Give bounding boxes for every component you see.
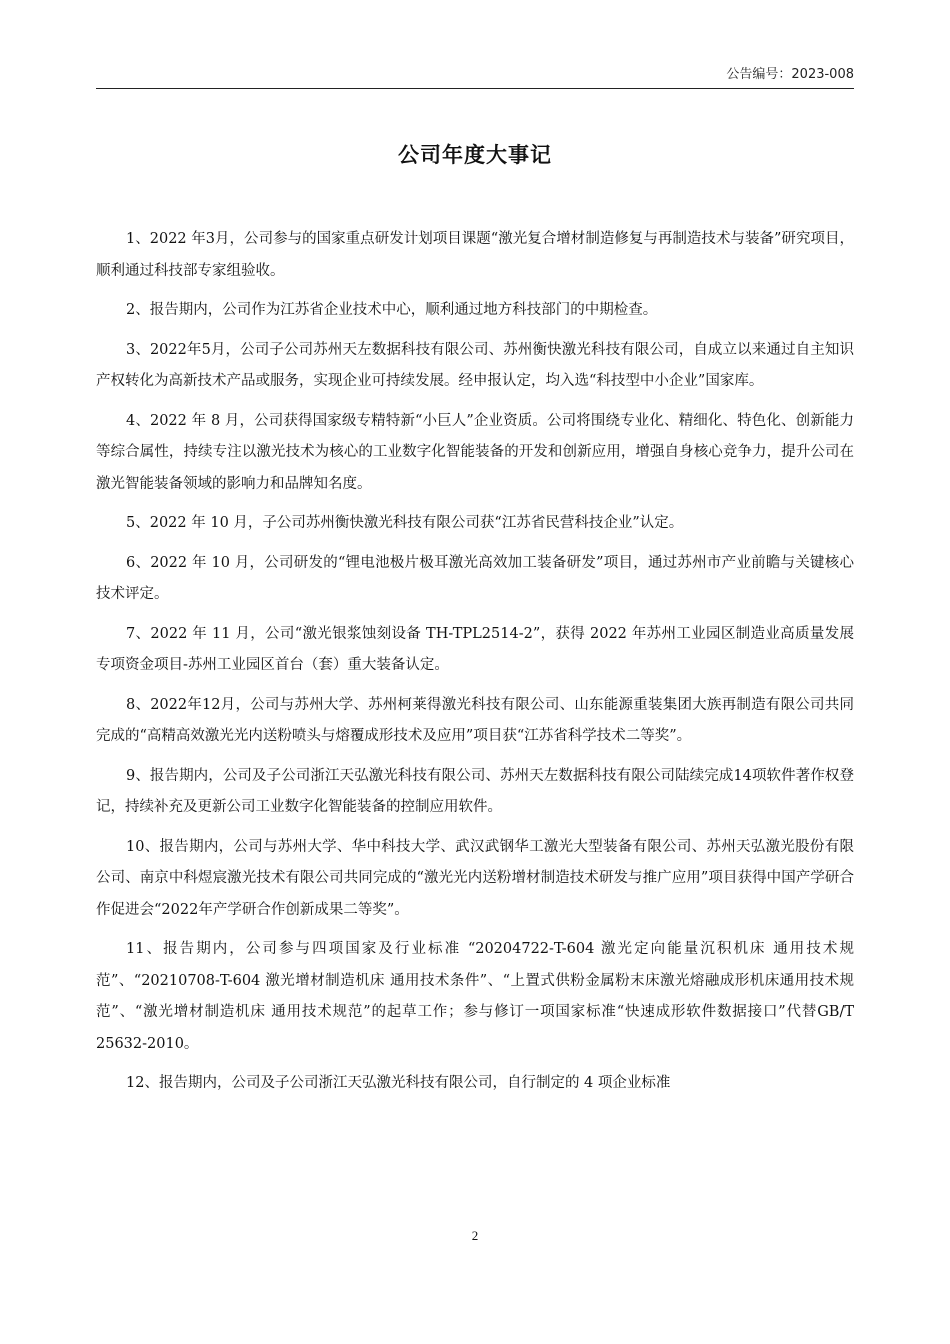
event-paragraph-5: 5、2022 年 10 月，子公司苏州衡快激光科技有限公司获“江苏省民营科技企业”认定。 [126, 515, 684, 531]
event-paragraph-4: 4、2022 年 8 月，公司获得国家级专精特新“小巨人”企业资质。公司将围绕专业化、精细化、特色化、创新能力等综合属性，持续专注以激光技术为核心的工业数字化智能装备的开发和创新应用，增强自身核心竞争力，提升公司在激光智能装备领域的影响力和品牌知名度。 [96, 412, 854, 492]
event-paragraph-12: 12、报告期内，公司及子公司浙江天弘激光科技有限公司，自行制定的 4 项企业标准 [126, 1075, 671, 1091]
event-paragraph-3: 3、2022年5月，公司子公司苏州天左数据科技有限公司、苏州衡快激光科技有限公司，自成立以来通过自主知识产权转化为高新技术产品或服务，实现企业可持续发展。经申报认定，均入选“科技型中小企业”国家库。 [96, 341, 854, 389]
event-paragraph-6: 6、2022 年 10 月，公司研发的“锂电池极片极耳激光高效加工装备研发”项目，通过苏州市产业前瞻与关键核心技术评定。 [96, 554, 854, 602]
event-paragraph-11: 11、报告期内，公司参与四项国家及行业标准 “20204722-T-604 激光定向能量沉积机床 通用技术规范”、“20210708-T-604 激光增材制造机床 通用技术条件”、“上置式供粉金属粉末床激光熔融成形机床通用技术规范”、“激光增材制造机床 通用技术规范”的起草工作；参与修订一项国家标准“快速成形软件数据接口”代替GB/T 25632-2010。 [96, 941, 854, 1052]
event-paragraph-7: 7、2022 年 11 月，公司“激光银浆蚀刻设备 TH-TPL2514-2”，获得 2022 年苏州工业园区制造业高质量发展专项资金项目-苏州工业园区首台（套）重大装备认定。 [96, 625, 854, 673]
page-title: 公司年度大事记 [398, 143, 552, 167]
page-number: 2 [471, 1228, 479, 1243]
document-body [96, 224, 854, 1108]
event-paragraph-2: 2、报告期内，公司作为江苏省企业技术中心，顺利通过地方科技部门的中期检查。 [126, 302, 658, 318]
event-paragraph-8: 8、2022年12月，公司与苏州大学、苏州柯莱得激光科技有限公司、山东能源重装集团大族再制造有限公司共同完成的“高精高效激光光内送粉喷头与熔覆成形技术及应用”项目获“江苏省科学技术二等奖”。 [96, 696, 854, 744]
announcement-code: 公告编号：2023-008 [726, 67, 854, 82]
event-paragraph-1: 1、2022 年3月，公司参与的国家重点研发计划项目课题“激光复合增材制造修复与再制造技术与装备”研究项目，顺利通过科技部专家组验收。 [96, 231, 854, 279]
page-header [96, 66, 854, 89]
event-paragraph-9: 9、报告期内，公司及子公司浙江天弘激光科技有限公司、苏州天左数据科技有限公司陆续完成14项软件著作权登记，持续补充及更新公司工业数字化智能装备的控制应用软件。 [96, 767, 854, 815]
event-paragraph-10: 10、报告期内，公司与苏州大学、华中科技大学、武汉武钢华工激光大型装备有限公司、苏州天弘激光股份有限公司、南京中科煜宸激光技术有限公司共同完成的“激光光内送粉增材制造技术研发与推广应用”项目获得中国产学研合作促进会“2022年产学研合作创新成果二等奖”。 [96, 838, 854, 918]
